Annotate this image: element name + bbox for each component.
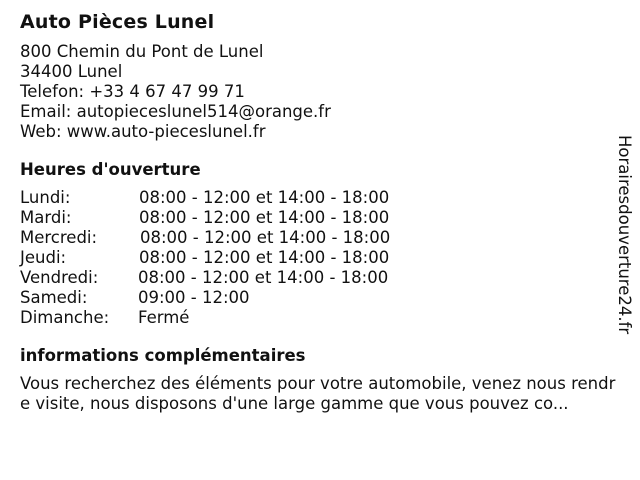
site-brand-vertical: Horairesdouverture24.fr <box>615 135 634 335</box>
business-card <box>20 10 620 414</box>
additional-info-text: Vous recherchez des éléments pour votre automobile, venez nous rendre visite, nous disposons d'une large gamme que vous pouvez co... <box>20 374 616 413</box>
hours-row-sunday <box>20 308 620 328</box>
day-hours: 08:00 - 12:00 et 14:00 - 18:00 <box>139 188 390 207</box>
opening-hours-table <box>20 188 620 328</box>
email-address: Email: autopieceslunel514@orange.fr <box>20 102 331 121</box>
phone-number: Telefon: +33 4 67 47 99 71 <box>20 82 245 101</box>
day-label: Mercredi: <box>20 228 98 247</box>
day-label: Lundi: <box>20 188 71 207</box>
hours-row-friday <box>20 268 620 288</box>
hours-row-thursday <box>20 248 620 268</box>
day-label: Samedi: <box>20 288 88 307</box>
address-city: 34400 Lunel <box>20 62 123 81</box>
additional-info-title: informations complémentaires <box>20 346 306 365</box>
day-hours: 08:00 - 12:00 et 14:00 - 18:00 <box>139 208 390 227</box>
day-hours: 08:00 - 12:00 et 14:00 - 18:00 <box>140 228 391 247</box>
website: Web: www.auto-pieceslunel.fr <box>20 122 266 141</box>
day-hours: 09:00 - 12:00 <box>138 288 250 307</box>
hours-row-monday <box>20 188 620 208</box>
opening-hours-title: Heures d'ouverture <box>20 160 201 179</box>
day-hours: 08:00 - 12:00 et 14:00 - 18:00 <box>139 248 390 267</box>
day-label: Dimanche: <box>20 308 110 327</box>
day-hours: 08:00 - 12:00 et 14:00 - 18:00 <box>138 268 389 287</box>
day-label: Jeudi: <box>20 248 67 267</box>
address-street: 800 Chemin du Pont de Lunel <box>20 42 264 61</box>
hours-row-wednesday <box>20 228 620 248</box>
day-hours: Fermé <box>138 308 190 327</box>
hours-row-saturday <box>20 288 620 308</box>
day-label: Mardi: <box>20 208 72 227</box>
hours-row-tuesday <box>20 208 620 228</box>
business-name: Auto Pièces Lunel <box>20 11 215 33</box>
day-label: Vendredi: <box>20 268 99 287</box>
